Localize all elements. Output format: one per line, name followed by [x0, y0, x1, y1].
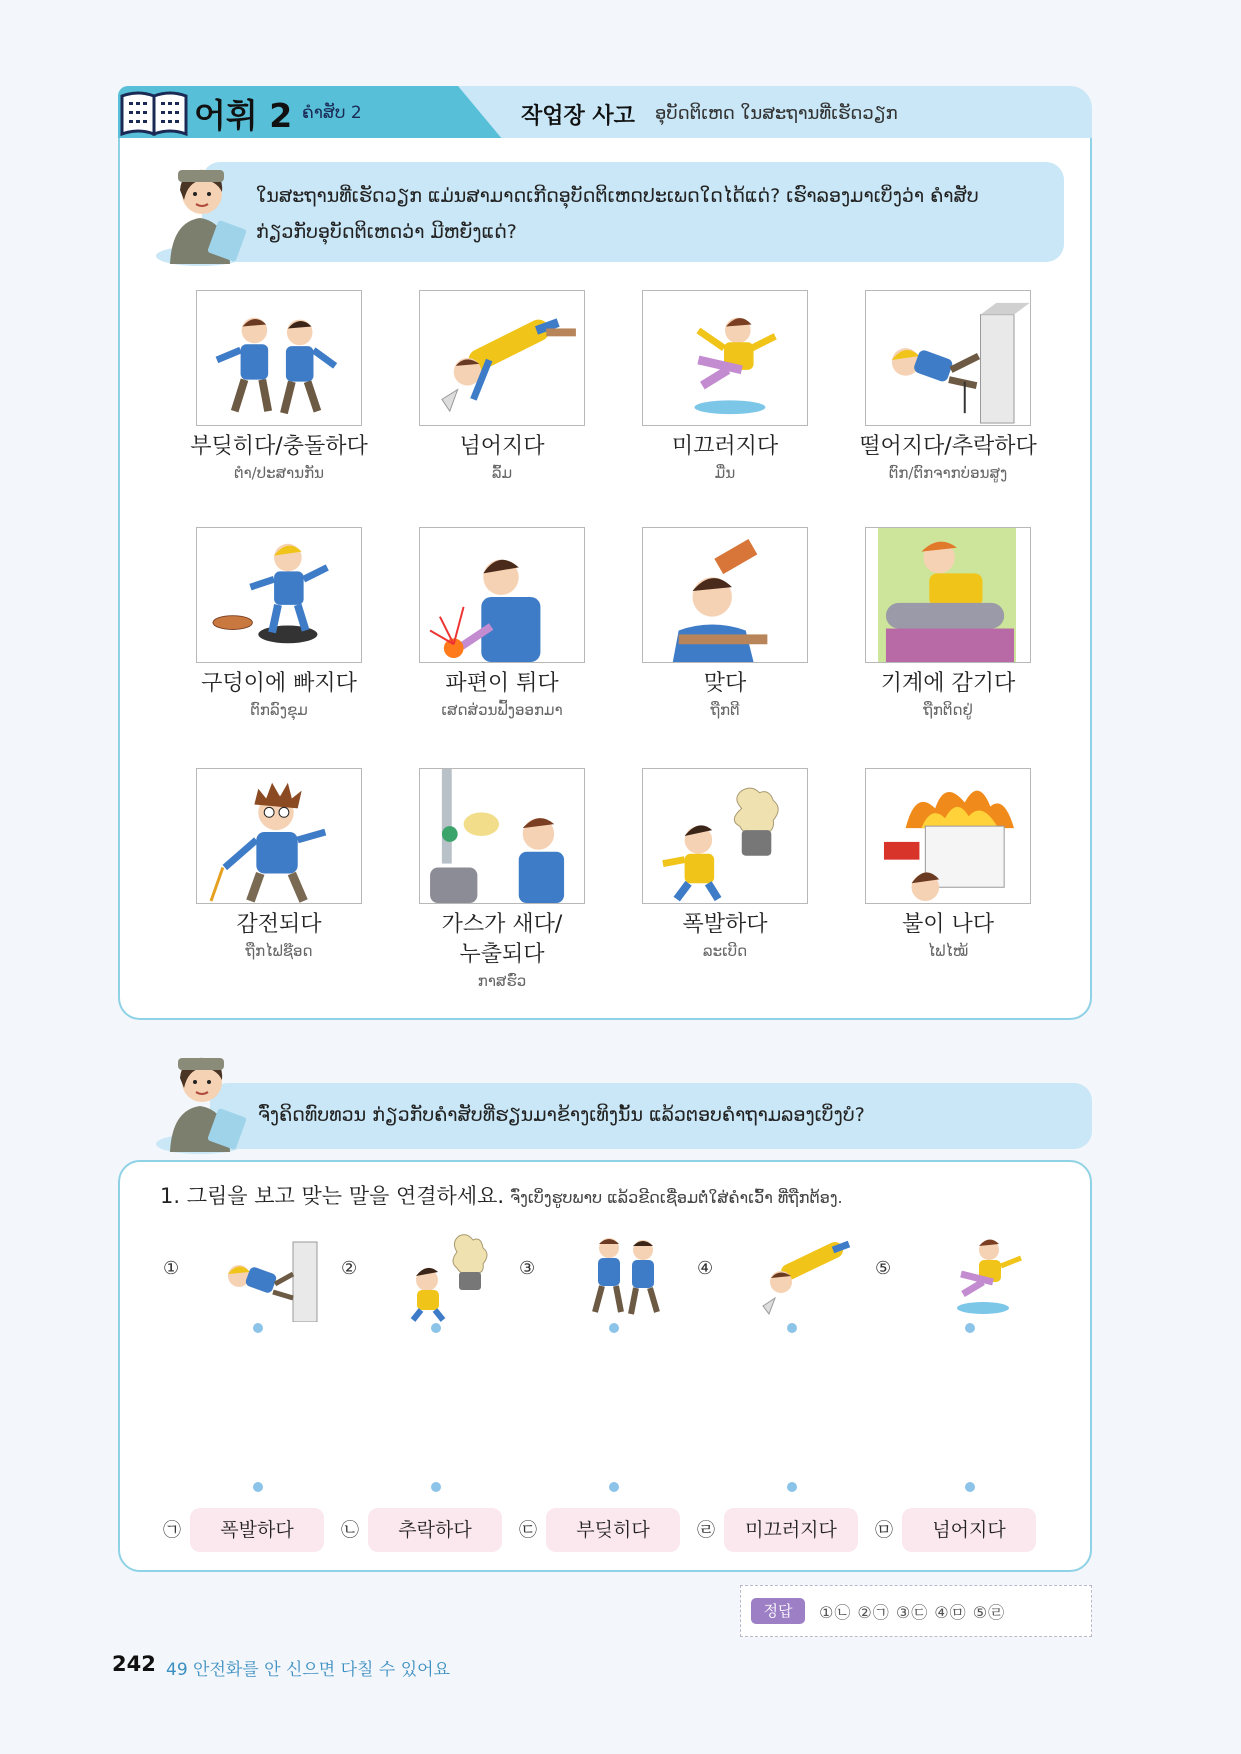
slip-icon: [927, 1222, 1037, 1322]
option-letter-2: ㉡: [341, 1520, 359, 1541]
vocab-korean: 폭발하다: [682, 912, 768, 937]
item-number-4: ④: [697, 1258, 714, 1279]
item-number-1: ①: [163, 1258, 180, 1279]
section-subtitle: ຄຳສັບ 2: [302, 103, 362, 123]
match-dot-bottom-1[interactable]: [253, 1482, 263, 1492]
vocab-korean: 가스가 새다/: [441, 912, 563, 937]
intro-speech-bubble: [202, 162, 1064, 262]
option-slip[interactable]: 미끄러지다: [724, 1508, 858, 1552]
collide-icon: [571, 1222, 681, 1322]
vocab-card-slip: [615, 290, 835, 484]
vocab-lao: ຕົກ/ຕົກຈາກບ່ອນສູງ: [888, 464, 1008, 482]
vocab-card-fall-from-height: [838, 290, 1058, 484]
vocab-korean: 부딪히다/충돌하다: [190, 434, 368, 459]
vocab-lao: ຖືກໄຟຊ໊ອດ: [245, 942, 313, 960]
item-number-5: ⑤: [875, 1258, 892, 1279]
answer-box: [740, 1585, 1092, 1637]
vocab-card-fire: [838, 768, 1058, 962]
gas-leak-icon: [419, 768, 585, 904]
item-number-3: ③: [519, 1258, 536, 1279]
match-dot-bottom-5[interactable]: [965, 1482, 975, 1492]
option-collide[interactable]: 부딪히다: [546, 1508, 680, 1552]
vocab-lao: ຖືກຕິດຢູ່: [923, 701, 973, 719]
review-prompt-text: ຈົ່ງຄິດທົບທວນ ກ່ຽວກັບຄຳສັບທີ່ຮຽນມາຂ້າງເທິງນັ້ນ ແລ້ວຕອບຄຳຖາມລອງເບິ່ງບໍ?: [258, 1104, 865, 1126]
option-letter-5: ㉤: [875, 1520, 893, 1541]
fall-into-hole-icon: [196, 527, 362, 663]
option-letter-3: ㉢: [519, 1520, 537, 1541]
vocab-lao: ລົ້ມ: [491, 464, 513, 482]
match-dot-bottom-3[interactable]: [609, 1482, 619, 1492]
option-letter-1: ㉠: [163, 1520, 181, 1541]
vocab-card-explosion: [615, 768, 835, 962]
sparks-icon: [419, 527, 585, 663]
match-dot-top-3[interactable]: [609, 1323, 619, 1333]
teacher-avatar-icon: [152, 156, 248, 268]
exercise-question: [160, 1180, 843, 1210]
vocab-korean: 감전되다: [236, 912, 322, 937]
option-explode[interactable]: 폭발하다: [190, 1508, 324, 1552]
vocab-card-machine-caught: [838, 527, 1058, 721]
vocab-lao: ຖືກຕີ: [710, 701, 740, 719]
vocab-korean: 맞다: [703, 671, 747, 696]
vocab-korean: 넘어지다: [459, 434, 545, 459]
vocab-card-electric-shock: [169, 768, 389, 962]
vocab-card-collide: [169, 290, 389, 484]
electric-shock-icon: [196, 768, 362, 904]
vocab-lao: ມື່ນ: [714, 464, 736, 482]
fall-down-icon: [419, 290, 585, 426]
match-dot-top-2[interactable]: [431, 1323, 441, 1333]
section-header: [118, 86, 1092, 140]
vocab-lao: ຕຳ/ປະສານກັນ: [233, 464, 325, 482]
fall-from-height-icon: [865, 290, 1031, 426]
answer-label: 정답: [751, 1598, 805, 1624]
vocab-lao: ກາສຮົ່ວ: [477, 972, 527, 990]
question-korean: 1. 그림을 보고 맞는 말을 연결하세요.: [160, 1184, 505, 1208]
option-fall-down[interactable]: 넘어지다: [902, 1508, 1036, 1552]
teacher-avatar-icon: [152, 1044, 248, 1156]
fall-down-icon: [749, 1222, 859, 1322]
vocab-lao: ລະເບີດ: [702, 942, 748, 960]
vocab-korean: 떨어지다/추락하다: [859, 434, 1037, 459]
answer-text: ①㉡ ②㉠ ③㉢ ④㉤ ⑤㉣: [819, 1603, 1006, 1622]
hit-by-brick-icon: [642, 527, 808, 663]
chapter-title: 49 안전화를 안 신으면 다칠 수 있어요: [166, 1660, 450, 1680]
explosion-icon: [642, 768, 808, 904]
vocab-card-fall-into-hole: [169, 527, 389, 721]
review-speech-bubble: [210, 1083, 1092, 1149]
vocab-card-sparks: [392, 527, 612, 721]
match-dot-top-4[interactable]: [787, 1323, 797, 1333]
page-number: 242: [112, 1652, 156, 1676]
section-topic-lao: ອຸບັດຕິເຫດ ໃນສະຖານທີ່ເຮັດວຽກ: [655, 103, 898, 124]
vocab-lao: ຕົກລົງຂຸມ: [250, 701, 308, 719]
machine-caught-icon: [865, 527, 1031, 663]
match-dot-top-5[interactable]: [965, 1323, 975, 1333]
vocab-korean: 불이 나다: [901, 912, 994, 937]
vocab-card-hit: [615, 527, 835, 721]
item-number-2: ②: [341, 1258, 358, 1279]
option-fall-from-height[interactable]: 추락하다: [368, 1508, 502, 1552]
match-dot-bottom-4[interactable]: [787, 1482, 797, 1492]
vocab-card-gas-leak: [392, 768, 612, 992]
section-topic: 작업장 사고: [521, 104, 635, 129]
vocab-lao: ເສດສ່ວນຟົ້ງອອກມາ: [441, 701, 563, 719]
open-book-icon: [118, 88, 190, 138]
vocab-korean: 구덩이에 빠지다: [201, 671, 357, 696]
option-letter-4: ㉣: [697, 1520, 715, 1541]
fall-from-height-icon: [215, 1222, 325, 1322]
vocab-korean: 파편이 튀다: [445, 671, 559, 696]
fire-icon: [865, 768, 1031, 904]
slip-icon: [642, 290, 808, 426]
vocab-korean: 미끄러지다: [671, 434, 779, 459]
vocab-korean-line2: 누출되다: [459, 942, 545, 967]
section-title: 어휘 2: [194, 96, 293, 135]
explosion-icon: [393, 1222, 503, 1322]
intro-line-2: ກ່ຽວກັບອຸບັດຕິເຫດວ່າ ມີຫຍັງແດ່?: [256, 221, 517, 243]
collide-icon: [196, 290, 362, 426]
intro-line-1: ໃນສະຖານທີ່ເຮັດວຽກ ແມ່ນສາມາດເກີດອຸບັດຕິເຫດປະເພດໃດໄດ້ແດ່? ເຮົາລອງມາເບິ່ງວ່າ ຄຳສັບ: [256, 185, 979, 207]
vocab-card-fall-down: [392, 290, 612, 484]
question-lao: ຈົ່ງເບິ່ງຮູບພາບ ແລ້ວຂີດເຊື່ອມຕໍ່ໃສ່ຄຳເວົ້າ ທີ່ຖືກຕ້ອງ.: [510, 1188, 843, 1207]
match-dot-bottom-2[interactable]: [431, 1482, 441, 1492]
match-dot-top-1[interactable]: [253, 1323, 263, 1333]
vocab-lao: ໄຟໄໝ້: [927, 942, 969, 960]
vocab-korean: 기계에 감기다: [880, 671, 1016, 696]
